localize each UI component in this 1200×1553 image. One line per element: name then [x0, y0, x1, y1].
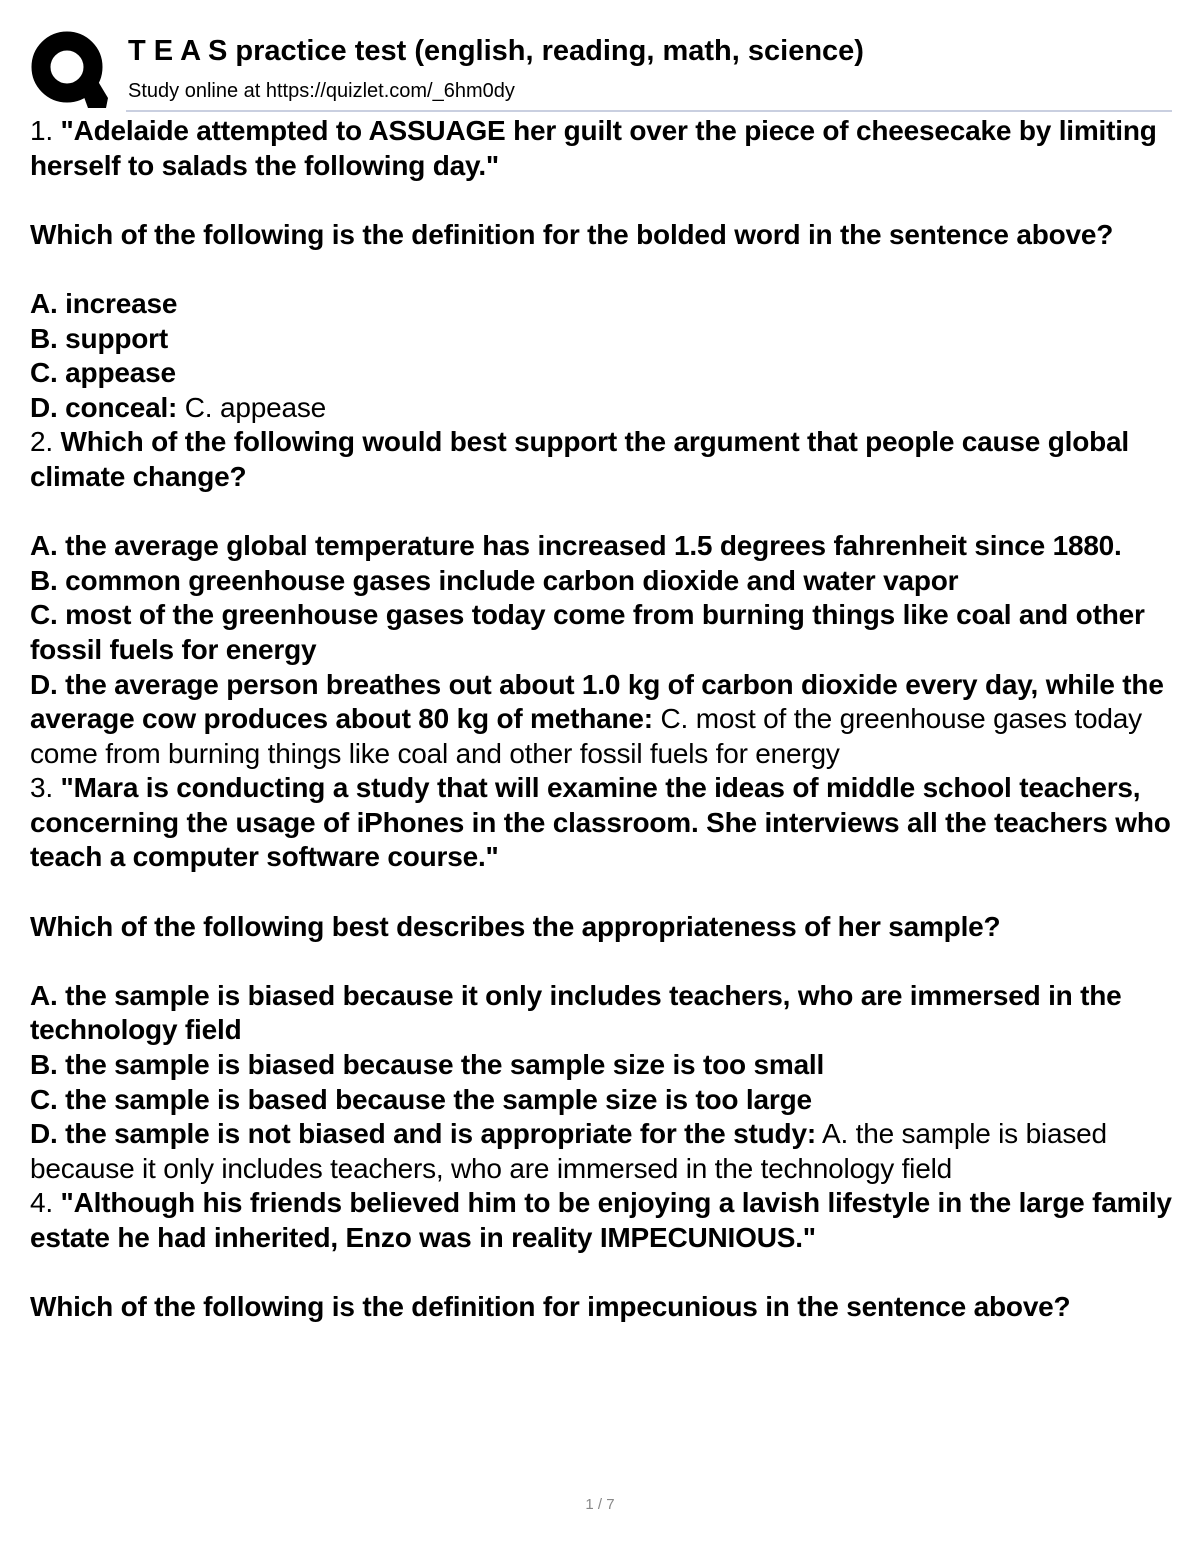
question-prompt: "Mara is conducting a study that will examine the ideas of middle school teachers, concerning the usage of iPhones in the classroom. She interviews all the teachers who teach a computer software course."	[30, 772, 1171, 873]
question-text: Which of the following best describes the appropriateness of her sample?	[30, 910, 1001, 942]
question-3	[30, 771, 1175, 1186]
option-c: C. the sample is based because the sample size is too large	[30, 1083, 812, 1115]
question-list	[30, 114, 1175, 1325]
question-2	[30, 425, 1175, 771]
question-number: 2.	[30, 426, 53, 458]
option-c: C. appease	[30, 357, 176, 389]
quizlet-logo-icon	[30, 30, 108, 108]
option-d: D. conceal:	[30, 391, 178, 423]
question-number: 4.	[30, 1187, 53, 1219]
question-1	[30, 114, 1175, 425]
option-d: D. the sample is not biased and is appropriate for the study:	[30, 1118, 816, 1150]
answer-text: A. the sample is biased because it only includes teachers, who are immersed in the technology field	[30, 1118, 1107, 1184]
question-number: 3.	[30, 772, 53, 804]
option-b: B. the sample is biased because the sample size is too small	[30, 1049, 825, 1081]
page-number: 1 / 7	[585, 1496, 615, 1513]
study-online-link[interactable]: Study online at https://quizlet.com/_6hm0dy	[128, 80, 515, 102]
option-c: C. most of the greenhouse gases today come from burning things like coal and other fossil fuels for energy	[30, 599, 1145, 665]
option-a: A. increase	[30, 287, 178, 319]
question-text: Which of the following is the definition for impecunious in the sentence above?	[30, 1291, 1071, 1323]
option-a: A. the average global temperature has increased 1.5 degrees fahrenheit since 1880.	[30, 530, 1122, 562]
header-divider	[126, 110, 1172, 112]
question-number: 1.	[30, 115, 53, 146]
question-prompt: "Adelaide attempted to ASSUAGE her guilt over the piece of cheesecake by limiting herself to salads the following day."	[30, 115, 1157, 181]
question-prompt: "Although his friends believed him to be enjoying a lavish lifestyle in the large family estate he had inherited, Enzo was in reality IMPECUNIOUS."	[30, 1187, 1172, 1253]
option-a: A. the sample is biased because it only includes teachers, who are immersed in the technology field	[30, 979, 1122, 1046]
document-header	[28, 26, 1172, 110]
answer-text: C. most of the greenhouse gases today come from burning things like coal and other fossil fuels for energy	[30, 703, 1142, 769]
question-text: Which of the following is the definition for the bolded word in the sentence above?	[30, 218, 1114, 250]
question-prompt: Which of the following would best support the argument that people cause global climate change?	[30, 426, 1129, 492]
option-d: D. the average person breathes out about 1.0 kg of carbon dioxide every day, while the average cow produces about 80 kg of methane:	[30, 668, 1164, 735]
answer-text: C. appease	[184, 391, 326, 423]
question-4	[30, 1186, 1175, 1324]
document-title: T E A S practice test (english, reading, math, science)	[128, 35, 864, 67]
option-b: B. support	[30, 322, 168, 354]
option-b: B. common greenhouse gases include carbon dioxide and water vapor	[30, 564, 959, 596]
